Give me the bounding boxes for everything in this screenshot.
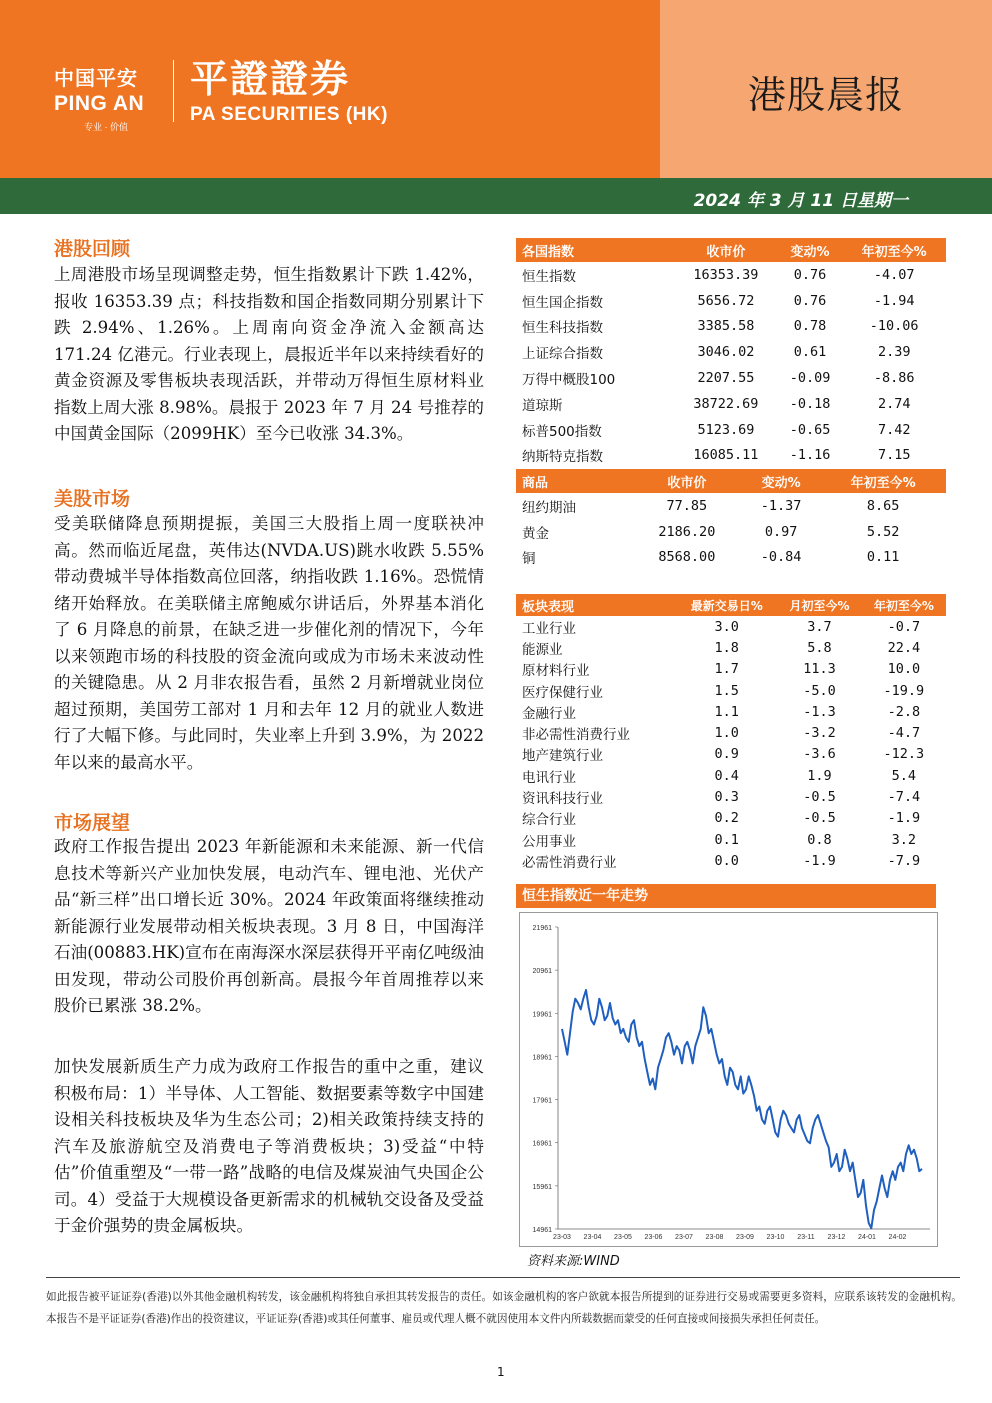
- indices-row-cell: 16085.11: [693, 447, 759, 464]
- footer-disclaimer: 如此报告被平证证券(香港)以外其他金融机构转发，该金融机构将独自承担其转发报告的责任。如该金融机构的客户欲就本报告所提到的证券进行交易或需要更多资料，应联系该转发的金融机构。本报告不是平证证券(香港)作出的投资建议，平证证券(香港)或其任何董事、雇员或代理人概不就因使用本文件内所载数据而蒙受的任何直接或间接损失承担任何责任。: [46, 1291, 962, 1325]
- sectors-row-cell: 5.8: [807, 639, 832, 656]
- x-tick-label: 23-09: [736, 1234, 754, 1241]
- sectors-row-cell: -12.3: [883, 746, 925, 763]
- x-tick-label: 23-06: [644, 1234, 663, 1241]
- y-tick-label: 14961: [532, 1227, 552, 1234]
- indices-row-cell: 2.39: [877, 344, 911, 361]
- indices-row: [516, 339, 946, 365]
- y-tick-label: 15961: [532, 1183, 552, 1191]
- section-title-hk: 港股回顾: [54, 238, 131, 260]
- indices-row-cell: 3046.02: [697, 344, 755, 361]
- commodities-row: [516, 545, 946, 571]
- sectors-row-cell: 0.3: [714, 789, 739, 806]
- sectors-header: 板块表现: [516, 594, 676, 616]
- indices-row-cell: 5656.72: [697, 292, 755, 309]
- indices-row-cell: -0.65: [789, 421, 831, 438]
- sectors-row: [516, 808, 946, 829]
- indices-header: 收市价: [674, 238, 778, 262]
- indices-row-cell: 恒生指数: [522, 268, 576, 285]
- brand-en: PA SECURITIES (HK): [190, 104, 388, 125]
- logo-cn: 中国平安: [54, 68, 138, 90]
- commodities-row-cell: 黄金: [522, 525, 549, 542]
- sectors-row-cell: -1.3: [803, 703, 836, 720]
- sectors-row-cell: 5.4: [891, 767, 917, 784]
- indices-row-cell: -0.09: [789, 370, 831, 387]
- report-title: 港股晨报: [748, 73, 905, 117]
- x-tick-label: 23-03: [553, 1234, 571, 1241]
- indices-header: 年初至今%: [842, 238, 946, 262]
- sectors-row: [516, 744, 946, 765]
- section-text-us: 受美联储降息预期提振，美国三大股指上周一度联袂冲高。然而临近尾盘，英伟达(NVDA.US)跳水收跌 5.55%带动费城半导体指数高位回落，纳指收跌 1.16%。恐慌情绪开始释放。在美联储主席鲍威尔讲话后，外界基本消化了 6 月降息的前景，在缺乏进一步催化剂的情况下，今年以来领跑市场的科技股的资金流向或成为市场未来波动性的关键隐患。从 2 月非农报告看，虽然 2 月新增就业岗位超过预期，美国劳工部对 1 月和去年 12 月的就业人数进行了大幅下修。与此同时，失业率上升到 3.9%，为 2022 年以来的最高水平。: [54, 514, 484, 772]
- indices-row-cell: 0.78: [793, 318, 827, 335]
- indices-row-cell: 3385.58: [697, 318, 755, 335]
- logo-tagline: 专业 · 价值: [84, 122, 128, 132]
- sectors-table: [516, 594, 946, 872]
- sectors-row-cell: 1.5: [714, 682, 739, 699]
- commodities-row-cell: 0.97: [764, 523, 798, 540]
- indices-row-cell: 38722.69: [693, 395, 759, 412]
- commodities-row: [516, 519, 946, 545]
- x-tick-label: 24-01: [858, 1234, 876, 1241]
- y-tick-label: 18961: [532, 1054, 552, 1062]
- sectors-row-cell: 综合行业: [522, 812, 576, 829]
- section-title-us: 美股市场: [54, 488, 131, 510]
- commodities-header-row: [516, 469, 946, 493]
- sectors-row-cell: 22.4: [887, 639, 921, 656]
- sectors-row: [516, 829, 946, 850]
- sectors-row-cell: 0.0: [714, 852, 739, 869]
- chart-axes: [558, 927, 930, 1229]
- y-tick-label: 17961: [532, 1097, 552, 1105]
- commodities-row-cell: 8.65: [866, 497, 900, 514]
- sectors-row: [516, 722, 946, 743]
- indices-row-cell: 上证综合指数: [522, 346, 603, 363]
- indices-row-cell: -4.07: [873, 266, 915, 283]
- logo-divider: [173, 60, 174, 122]
- indices-row: [516, 314, 946, 340]
- sectors-row-cell: -7.4: [887, 789, 921, 806]
- sectors-row-cell: -0.5: [803, 789, 836, 806]
- sectors-row-cell: 工业行业: [522, 620, 576, 637]
- brand-cn: 平證證券: [190, 59, 351, 101]
- indices-row-cell: 纳斯特克指数: [522, 449, 603, 466]
- sectors-row-cell: -3.6: [803, 746, 836, 763]
- sectors-header: 月初至今%: [777, 594, 861, 616]
- commodities-header: 商品: [516, 469, 632, 493]
- sectors-row-cell: -7.9: [887, 852, 921, 869]
- indices-row-cell: -0.18: [789, 395, 831, 412]
- indices-row-cell: 5123.69: [697, 421, 755, 438]
- sectors-row: [516, 659, 946, 680]
- indices-row-cell: 道琼斯: [522, 397, 563, 414]
- indices-row-cell: 16353.39: [693, 266, 759, 283]
- sectors-row: [516, 786, 946, 807]
- sectors-row-cell: 原材料行业: [522, 663, 590, 680]
- sectors-header: 最新交易日%: [676, 594, 777, 616]
- report-date: 2024 年 3 月 11 日星期一: [693, 191, 908, 211]
- commodities-row-cell: 铜: [522, 551, 536, 568]
- hsi-series-line: [562, 990, 922, 1228]
- sectors-row-cell: 0.9: [714, 746, 739, 763]
- indices-header: 各国指数: [516, 238, 674, 262]
- x-tick-label: 23-11: [797, 1234, 815, 1241]
- commodities-row-cell: 2186.20: [658, 523, 716, 540]
- chart-title: 恒生指数近一年走势: [516, 884, 936, 908]
- indices-row: [516, 365, 946, 391]
- sectors-row-cell: 3.7: [807, 618, 832, 635]
- sectors-row-cell: 医疗保健行业: [522, 684, 603, 701]
- x-tick-label: 23-04: [583, 1234, 602, 1241]
- sectors-row-cell: -4.7: [887, 725, 921, 742]
- commodities-row-cell: 纽约期油: [522, 499, 576, 516]
- sectors-row-cell: 0.2: [714, 810, 739, 827]
- sectors-row-cell: 1.0: [714, 725, 739, 742]
- indices-row: [516, 391, 946, 417]
- sectors-row-cell: -3.2: [803, 725, 836, 742]
- indices-table: [516, 238, 946, 468]
- indices-row-cell: -1.16: [789, 447, 831, 464]
- sectors-row-cell: -0.5: [803, 810, 836, 827]
- sectors-row-cell: 3.2: [891, 831, 917, 848]
- sectors-row-cell: 1.1: [714, 703, 739, 720]
- indices-row-cell: 7.15: [877, 447, 911, 464]
- sectors-row-cell: 10.0: [887, 661, 921, 678]
- indices-header: 变动%: [778, 238, 843, 262]
- commodities-row-cell: 77.85: [666, 497, 708, 514]
- indices-row: [516, 262, 946, 288]
- x-tick-label: 23-10: [766, 1234, 785, 1241]
- sectors-row-cell: 能源业: [522, 641, 563, 658]
- y-tick-label: 19961: [532, 1011, 552, 1019]
- indices-row-cell: 0.61: [793, 344, 827, 361]
- indices-row: [516, 443, 946, 469]
- indices-row-cell: 7.42: [877, 421, 911, 438]
- hsi-chart-frame: [519, 912, 938, 1247]
- sectors-row-cell: 资讯科技行业: [522, 791, 603, 808]
- indices-row-cell: -10.06: [869, 318, 919, 335]
- indices-row: [516, 288, 946, 314]
- commodities-header: 收市价: [632, 469, 742, 493]
- sectors-row-cell: 0.8: [807, 831, 832, 848]
- commodities-row-cell: 0.11: [866, 549, 900, 566]
- x-tick-label: 23-12: [827, 1234, 846, 1241]
- sectors-row: [516, 701, 946, 722]
- commodities-row: [516, 493, 946, 519]
- indices-row-cell: 2.74: [877, 395, 911, 412]
- date-bar: [0, 178, 992, 214]
- pingan-logo: [54, 62, 144, 133]
- commodities-row-cell: -1.37: [760, 497, 802, 514]
- footer-divider: [46, 1277, 960, 1278]
- sectors-row-cell: 1.9: [807, 767, 832, 784]
- sectors-row-cell: 0.1: [714, 831, 739, 848]
- indices-header-row: [516, 238, 946, 262]
- sectors-row-cell: -0.7: [887, 618, 921, 635]
- page-number: 1: [497, 1365, 505, 1379]
- sectors-row-cell: 3.0: [714, 618, 739, 635]
- pa-securities-logo: [190, 58, 388, 126]
- x-tick-label: 23-07: [675, 1234, 693, 1241]
- sectors-row-cell: -2.8: [887, 703, 921, 720]
- sectors-row-cell: -1.9: [887, 810, 921, 827]
- sectors-row-cell: 公用事业: [522, 833, 576, 850]
- sectors-row-cell: 必需性消费行业: [522, 854, 617, 871]
- sectors-row-cell: 11.3: [803, 661, 836, 678]
- chart-source: 资料来源:WIND: [527, 1254, 620, 1269]
- indices-row-cell: 恒生科技指数: [522, 320, 603, 337]
- section-text-hk: 上周港股市场呈现调整走势，恒生指数累计下跌 1.42%，报收 16353.39 点；科技指数和国企指数同期分别累计下跌 2.94%、1.26%。上周南向资金净流入金额高达 171.24 亿港元。行业表现上，晨报近半年以来持续看好的黄金资源及零售板块表现活跃，并带动万得恒生原材料业指数上周大涨 8.98%。晨报于 2023 年 7 月 24 号推荐的中国黄金国际（2099HK）至今已收涨 34.3%。: [54, 265, 484, 443]
- commodities-header: 变动%: [742, 469, 821, 493]
- indices-row-cell: 0.76: [793, 292, 827, 309]
- indices-row-cell: -8.86: [873, 370, 915, 387]
- sectors-row-cell: -19.9: [883, 682, 925, 699]
- sectors-row-cell: 电讯行业: [522, 769, 576, 786]
- indices-row-cell: 2207.55: [697, 370, 755, 387]
- x-tick-label: 23-05: [614, 1234, 632, 1241]
- section-text-outlook-2: 加快发展新质生产力成为政府工作报告的重中之重，建议积极布局：1）半导体、人工智能、数据要素等数字中国建设相关科技板块及华为生态公司；2)相关政策持续支持的汽车及旅游航空及消费电子等消费板块；3)受益“中特估”价值重塑及“一带一路”战略的电信及煤炭油气央国企公司。4）受益于大规模设备更新需求的机械轨交设备及受益于金价强势的贵金属板块。: [54, 1057, 484, 1235]
- sectors-row: [516, 850, 946, 871]
- indices-row-cell: -1.94: [873, 292, 915, 309]
- indices-row-cell: 恒生国企指数: [522, 294, 603, 311]
- section-text-outlook-1: 政府工作报告提出 2023 年新能源和未来能源、新一代信息技术等新兴产业加快发展，电动汽车、锂电池、光伏产品“新三样”出口增长近 30%。2024 年政策面将继续推动新能源行业发展带动相关板块表现。3 月 8 日，中国海洋石油(00883.HK)宣布在南海深水深层获得开平南亿吨级油田发现，带动公司股价再创新高。晨报今年首周推荐以来股价已累涨 38.2%。: [54, 837, 484, 1015]
- sectors-row: [516, 637, 946, 658]
- commodities-row-cell: -0.84: [760, 549, 802, 566]
- sectors-header-row: [516, 594, 946, 616]
- sectors-row-cell: 地产建筑行业: [522, 748, 603, 765]
- sectors-row-cell: 1.8: [714, 639, 739, 656]
- sectors-row-cell: -5.0: [803, 682, 836, 699]
- commodities-table: [516, 469, 946, 570]
- indices-row: [516, 417, 946, 443]
- y-tick-label: 20961: [532, 968, 552, 976]
- sectors-row-cell: -1.9: [803, 852, 836, 869]
- sectors-row: [516, 616, 946, 637]
- sectors-header: 年初至今%: [862, 594, 946, 616]
- commodities-row-cell: 5.52: [866, 523, 900, 540]
- sectors-row: [516, 680, 946, 701]
- x-tick-label: 24-02: [888, 1234, 907, 1241]
- commodities-row-cell: 8568.00: [658, 549, 716, 566]
- indices-row-cell: 0.76: [793, 266, 827, 283]
- sectors-row-cell: 0.4: [714, 767, 739, 784]
- indices-row-cell: 万得中概股100: [522, 372, 616, 389]
- section-title-outlook: 市场展望: [54, 812, 131, 834]
- y-tick-label: 21961: [532, 925, 552, 932]
- sectors-row: [516, 765, 946, 786]
- x-tick-label: 23-08: [705, 1234, 724, 1241]
- sectors-row-cell: 非必需性消费行业: [522, 727, 630, 744]
- indices-row-cell: 标普500指数: [522, 423, 602, 440]
- hsi-line-chart: [520, 913, 937, 1246]
- sectors-row-cell: 1.7: [714, 661, 739, 678]
- y-tick-label: 16961: [532, 1140, 552, 1148]
- logo-en: PING AN: [54, 92, 145, 115]
- commodities-header: 年初至今%: [820, 469, 946, 493]
- sectors-row-cell: 金融行业: [522, 705, 576, 722]
